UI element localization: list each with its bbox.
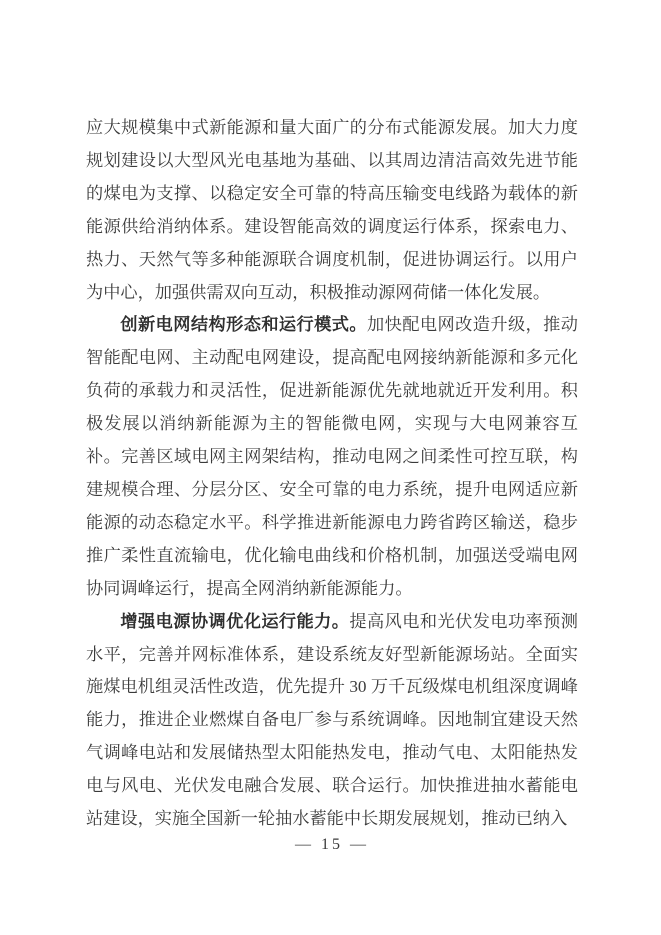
paragraph-lead: 创新电网结构形态和运行模式。 — [120, 315, 368, 335]
paragraph-lead: 增强电源协调优化运行能力。 — [120, 611, 350, 631]
page-number: — 15 — — [295, 836, 369, 853]
paragraph: 应大规模集中式新能源和量大面广的分布式能源发展。加大力度规划建设以大型风光电基地为基础、以其周边清洁高效先进节能的煤电为支撑、以稳定安全可靠的特高压输变电线路为载体的新能源供给消纳体系。建设智能高效的调度运行体系，探索电力、热力、天然气等多种能源联合调度机制，促进协调运行。以用户为中心，加强供需双向互动，积极推动源网荷储一体化发展。 — [86, 118, 578, 302]
page-footer — [86, 834, 578, 856]
document-body — [86, 112, 578, 836]
paragraph: 创新电网结构形态和运行模式。加快配电网改造升级，推动智能配电网、主动配电网建设，提高配电网接纳新能源和多元化负荷的承载力和灵活性，促进新能源优先就地就近开发利用。积极发展以消纳新能源为主的智能微电网，实现与大电网兼容互补。完善区域电网主网架结构，推动电网之间柔性可控互联，构建规模合理、分层分区、安全可靠的电力系统，提升电网适应新能源的动态稳定水平。科学推进新能源电力跨省跨区输送，稳步推广柔性直流输电，优化输电曲线和价格机制，加强送受端电网协同调峰运行，提高全网消纳新能源能力。 — [86, 315, 578, 598]
paragraph: 增强电源协调优化运行能力。提高风电和光伏发电功率预测水平，完善并网标准体系，建设系统友好型新能源场站。全面实施煤电机组灵活性改造，优先提升 30 万千瓦级煤电机组深度调峰能力，推进企业燃煤自备电厂参与系统调峰。因地制宜建设天然气调峰电站和发展储热型太阳能热发电，推动气电、太阳能热发电与风电、光伏发电融合发展、联合运行。加快推进抽水蓄能电站建设，实施全国新一轮抽水蓄能中长期发展规划，推动已纳入 — [86, 611, 578, 829]
